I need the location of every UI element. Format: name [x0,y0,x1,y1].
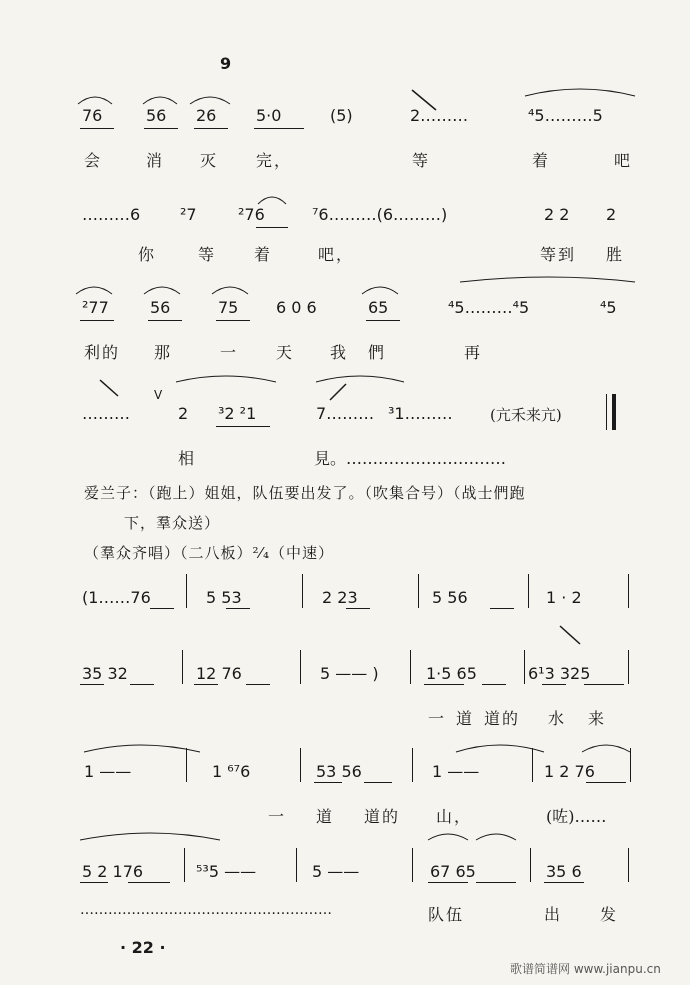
lyric: 你 [138,245,157,264]
underline [80,128,114,129]
measure: 5 —— [312,862,360,881]
barline [628,848,629,882]
measure: 67 65 [430,862,476,881]
page-number: · 22 · [120,938,166,957]
measure: 1 2 76 [544,762,595,781]
barline [532,748,533,782]
underline [584,684,624,685]
underline [544,882,584,883]
notes-row1-f: 2……… [410,106,469,125]
lyric: 发 [600,905,619,924]
barline [524,650,525,684]
lyric: 再 [464,343,483,362]
slur-marks-row7 [0,734,690,764]
underline [476,882,516,883]
underline [366,320,400,321]
notes-row4-c: ³2 ²1 [218,404,257,423]
lyric: 等 [198,245,217,264]
barline [412,748,413,782]
underline [254,128,304,129]
barline [530,848,531,882]
lyric: 等到 [540,245,577,264]
underline [364,782,392,783]
lyric: 道的 [484,709,521,728]
lyric: 着 [532,151,551,170]
notes-row2-b: ²7 [180,205,197,224]
final-barline-thin [606,394,607,430]
measure: 35 32 [82,664,128,683]
lyric: 会 [84,151,103,170]
notes-row1-c: 26 [196,106,217,125]
underline [194,128,228,129]
underline [346,608,370,609]
measure: 2 23 [322,588,358,607]
notes-row3-c: 75 [218,298,239,317]
measure: 5 53 [206,588,242,607]
lyric: 完， [256,151,293,170]
underline [246,684,270,685]
underline [148,320,182,321]
lyric: 利的 [84,343,121,362]
underline [144,128,178,129]
barline [296,848,297,882]
notes-row1-a: 76 [82,106,103,125]
notes-row3-b: 56 [150,298,171,317]
underline [80,684,104,685]
notes-row1-g: ⁴5………5 [528,106,603,125]
lyric: 胜 [606,245,625,264]
lyric: 山， [436,807,473,826]
lyric: 吧 [614,151,633,170]
measure: 1 —— [432,762,480,781]
measure: 1 ⁶⁷6 [212,762,251,781]
underline [542,684,566,685]
notes-row3-a: ²77 [82,298,109,317]
lyric: 等 [412,151,431,170]
lyric: 一 [268,807,287,826]
lyric: 們 [368,343,387,362]
underline [428,882,468,883]
underline [314,782,342,783]
underline [80,320,114,321]
measure: 5 56 [432,588,468,607]
lyric: 道 [316,807,335,826]
notes-row2-d: ⁷6………(6………) [312,205,448,224]
notes-row3-f: ⁴5………⁴5 [448,298,530,317]
underline [80,882,108,883]
underline [586,782,626,783]
lyric: 一 [428,709,447,728]
lyric: 灭 [200,151,219,170]
measure: 1 · 2 [546,588,582,607]
top-mark: 9 [220,54,232,73]
barline [182,650,183,684]
notes-row2-e: 2 2 [544,205,570,224]
underline [216,320,250,321]
measure: 12 76 [196,664,242,683]
notes-row2-a: ………6 [82,205,141,224]
lyric: 消 [146,151,165,170]
measure: (1……76 [82,588,151,607]
underline [194,684,218,685]
underline [226,608,250,609]
underline [150,608,174,609]
lyric: (咗)…… [546,807,607,826]
lyric: 道 [456,709,475,728]
notes-row3-e: 65 [368,298,389,317]
underline [128,882,170,883]
underline [424,684,464,685]
slur-marks-row6 [0,622,690,652]
notes-row3-d: 6 0 6 [276,298,317,317]
watermark: 歌谱简谱网 www.jianpu.cn [510,962,661,976]
measure: 1 —— [84,762,132,781]
barline [628,574,629,608]
underline [130,684,154,685]
lyric: 那 [154,343,173,362]
lyric: 我 [330,343,349,362]
barline [186,574,187,608]
measure: 5 2 176 [82,862,144,881]
lyric: 来 [588,709,607,728]
notes-row2-c: ²76 [238,205,265,224]
lyric: 着 [254,245,273,264]
final-barline [612,394,616,430]
lyric: 見。………………………… [314,449,507,468]
barline [630,748,631,782]
breath-mark: V [154,388,163,402]
measure: ⁵³5 —— [196,862,257,881]
notes-row4-f: (亢禾来亢) [490,406,562,424]
lyric: 吧， [318,245,355,264]
notes-row4-d: 7……… [316,404,375,423]
barline [418,574,419,608]
slur-marks-row8 [0,820,690,850]
underline [256,227,288,228]
slur-marks-row4 [0,366,690,406]
measure: 1·5 65 [426,664,477,683]
barline [410,650,411,684]
notes-row4-b: 2 [178,404,189,423]
lyric: 天 [276,343,295,362]
notes-row3-g: ⁴5 [600,298,617,317]
stage-direction-line-1: 爱兰子：（跑上）姐姐，队伍要出发了。（吹集合号）（战士們跑 [84,484,526,502]
measure: 6¹3 325 [528,664,591,683]
lyric: 队伍 [428,905,465,924]
barline [528,574,529,608]
underline [490,608,514,609]
stage-direction-line-3: （羣众齐唱）（二八板）²⁄₄（中速） [84,544,335,562]
measure: 53 56 [316,762,362,781]
barline [184,848,185,882]
barline [300,650,301,684]
stage-direction-line-2: 下，羣众送） [124,514,221,532]
lyric: 道的 [364,807,401,826]
lyric: 水 [548,709,567,728]
lyric: 相 [178,449,197,468]
lyric: 一 [220,343,239,362]
barline [300,748,301,782]
measure: 35 6 [546,862,582,881]
notes-row4-a: ……… [82,404,130,423]
barline [412,848,413,882]
underline [216,426,270,427]
underline [482,684,506,685]
notes-row1-e: (5) [330,106,353,125]
lyric: ……………………………………………… [80,902,332,918]
barline [302,574,303,608]
notes-row2-f: 2 [606,205,617,224]
notes-row1-b: 56 [146,106,167,125]
notes-row4-e: ³1……… [388,404,453,423]
measure: 5 —— ) [320,664,379,683]
barline [628,650,629,684]
lyric: 出 [544,905,563,924]
barline [186,748,187,782]
notes-row1-d: 5·0 [256,106,282,125]
